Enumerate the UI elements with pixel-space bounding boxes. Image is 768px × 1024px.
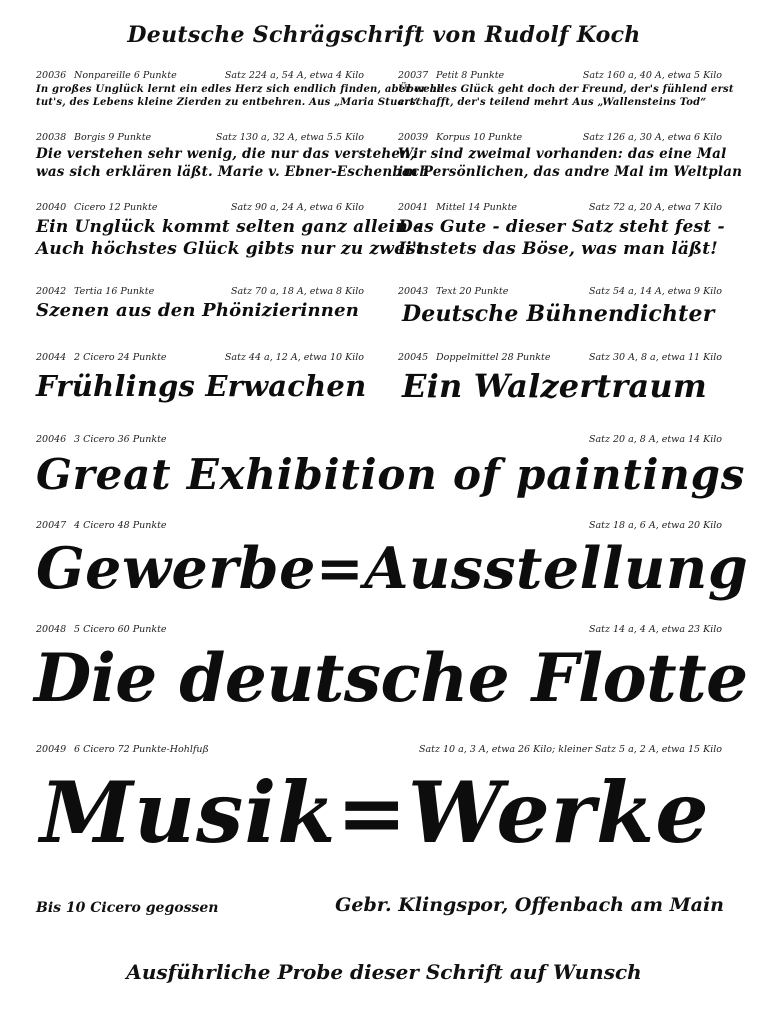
foundry-imprint: Gebr. Klingspor, Offenbach am Main	[335, 894, 724, 916]
specimen-meta	[398, 202, 722, 216]
bottom-note: Ausführliche Probe dieser Schrift auf Wunsch	[126, 960, 642, 984]
specimen-size: Mittel 14 Punkte	[436, 202, 518, 213]
specimen-number: 20045	[398, 352, 429, 363]
sample-line: Auch höchstes Glück gibts nur zu zwei'n	[36, 239, 430, 259]
specimen-sample	[402, 300, 715, 328]
specimen-meta	[36, 70, 364, 84]
specimen-satz: Satz 20 a, 8 A, etwa 14 Kilo	[588, 434, 722, 445]
specimen-size: Text 20 Punkte	[436, 286, 509, 297]
specimen-sample	[402, 368, 707, 404]
specimen-sample	[36, 534, 748, 604]
specimen-satz: Satz 10 a, 3 A, etwa 26 Kilo; kleiner Satz 5 a, 2 A, etwa 15 Kilo	[418, 744, 722, 755]
specimen-sample	[398, 216, 725, 260]
specimen-size: Cicero 12 Punkte	[74, 202, 158, 213]
page-title: Deutsche Schrägschrift von Rudolf Koch	[127, 22, 641, 48]
sample-line: tut's, des Lebens kleine Zierden zu entbehren. Aus „Maria Stuart“	[36, 97, 421, 108]
sample-line: In großes Unglück lernt ein edles Herz sich endlich finden, aber wehe	[36, 84, 444, 95]
specimen-number: 20046	[36, 434, 67, 445]
specimen-meta	[36, 744, 722, 758]
specimen-satz: Satz 130 a, 32 A, etwa 5.5 Kilo	[215, 132, 364, 143]
sample-line: Wir sind zweimal vorhanden: das eine Mal	[398, 146, 727, 162]
specimen-satz: Satz 160 a, 40 A, etwa 5 Kilo	[582, 70, 722, 81]
specimen-satz: Satz 72 a, 20 A, etwa 7 Kilo	[588, 202, 722, 213]
specimen-meta	[36, 286, 364, 300]
sample-line: Die verstehen sehr wenig, die nur das verstehen,	[36, 146, 416, 162]
specimen-sample	[398, 145, 742, 181]
specimen-number: 20038	[36, 132, 67, 143]
specimen-size: 5 Cicero 60 Punkte	[74, 624, 167, 635]
specimen-size: 2 Cicero 24 Punkte	[74, 352, 167, 363]
specimen-meta	[36, 352, 364, 366]
specimen-satz: Satz 54 a, 14 A, etwa 9 Kilo	[588, 286, 722, 297]
specimen-satz: Satz 30 A, 8 a, etwa 11 Kilo	[588, 352, 722, 363]
specimen-satz: Satz 126 a, 30 A, etwa 6 Kilo	[582, 132, 722, 143]
specimen-number: 20036	[36, 70, 67, 81]
sample-line: Deutsche Bühnendichter	[402, 301, 715, 327]
specimen-size: Tertia 16 Punkte	[74, 286, 155, 297]
specimen-sample	[36, 145, 429, 181]
sample-line: Die deutsche Flotte	[34, 639, 748, 717]
specimen-sample	[34, 636, 748, 720]
specimen-size: Doppelmittel 28 Punkte	[436, 352, 551, 363]
specimen-sample	[36, 216, 430, 260]
specimen-number: 20047	[36, 520, 67, 531]
sample-line: Ist stets das Böse, was man läßt!	[398, 239, 718, 259]
specimen-sample	[36, 300, 359, 322]
specimen-number: 20040	[36, 202, 67, 213]
specimen-meta	[36, 520, 722, 534]
specimen-size: Nonpareille 6 Punkte	[74, 70, 177, 81]
specimen-sample	[36, 448, 745, 502]
specimen-meta	[36, 132, 364, 146]
specimen-meta	[398, 352, 722, 366]
specimen-size: 3 Cicero 36 Punkte	[74, 434, 167, 445]
sample-line: was sich erklären läßt. Marie v. Ebner-Eschenbach	[36, 164, 430, 180]
specimen-meta	[398, 286, 722, 300]
specimen-sample	[398, 83, 734, 109]
specimen-satz: Satz 70 a, 18 A, etwa 8 Kilo	[230, 286, 364, 297]
specimen-number: 20041	[398, 202, 429, 213]
sample-line: Über alles Glück geht doch der Freund, der's fühlend erst	[398, 84, 734, 95]
sample-line: erschafft, der's teilend mehrt Aus „Wallensteins Tod“	[398, 97, 707, 108]
specimen-satz: Satz 18 a, 6 A, etwa 20 Kilo	[588, 520, 722, 531]
specimen-size: Korpus 10 Punkte	[436, 132, 523, 143]
specimen-number: 20048	[36, 624, 67, 635]
sample-line: Ein Walzertraum	[402, 367, 707, 405]
specimen-number: 20043	[398, 286, 429, 297]
sample-line: Great Exhibition of paintings	[36, 450, 746, 499]
casting-note: Bis 10 Cicero gegossen	[36, 900, 219, 916]
sample-line: Das Gute - dieser Satz steht fest -	[398, 217, 725, 237]
specimen-meta	[398, 132, 722, 146]
specimen-satz: Satz 90 a, 24 A, etwa 6 Kilo	[230, 202, 364, 213]
specimen-satz: Satz 14 a, 4 A, etwa 23 Kilo	[588, 624, 722, 635]
sample-line: Gewerbe=Ausstellung	[36, 535, 749, 602]
specimen-satz: Satz 44 a, 12 A, etwa 10 Kilo	[224, 352, 364, 363]
sample-line: Musik=Werke	[40, 763, 710, 862]
sample-line: Ein Unglück kommt selten ganz allein -	[36, 217, 422, 237]
specimen-sample	[36, 83, 444, 109]
specimen-meta	[36, 434, 722, 448]
specimen-number: 20042	[36, 286, 67, 297]
specimen-meta	[398, 70, 722, 84]
specimen-number: 20044	[36, 352, 67, 363]
sample-line: Frühlings Erwachen	[36, 369, 367, 403]
sample-line: Szenen aus den Phönizierinnen	[36, 300, 360, 321]
specimen-number: 20037	[398, 70, 429, 81]
specimen-size: 4 Cicero 48 Punkte	[74, 520, 167, 531]
specimen-number: 20039	[398, 132, 429, 143]
specimen-size: Petit 8 Punkte	[436, 70, 505, 81]
specimen-sample	[36, 368, 366, 404]
specimen-number: 20049	[36, 744, 67, 755]
sample-line: im Persönlichen, das andre Mal im Weltplan	[398, 164, 743, 180]
specimen-size: 6 Cicero 72 Punkte-Hohlfuß	[74, 744, 209, 755]
specimen-sample	[40, 764, 710, 862]
specimen-satz: Satz 224 a, 54 A, etwa 4 Kilo	[224, 70, 364, 81]
specimen-size: Borgis 9 Punkte	[74, 132, 152, 143]
specimen-meta	[36, 202, 364, 216]
